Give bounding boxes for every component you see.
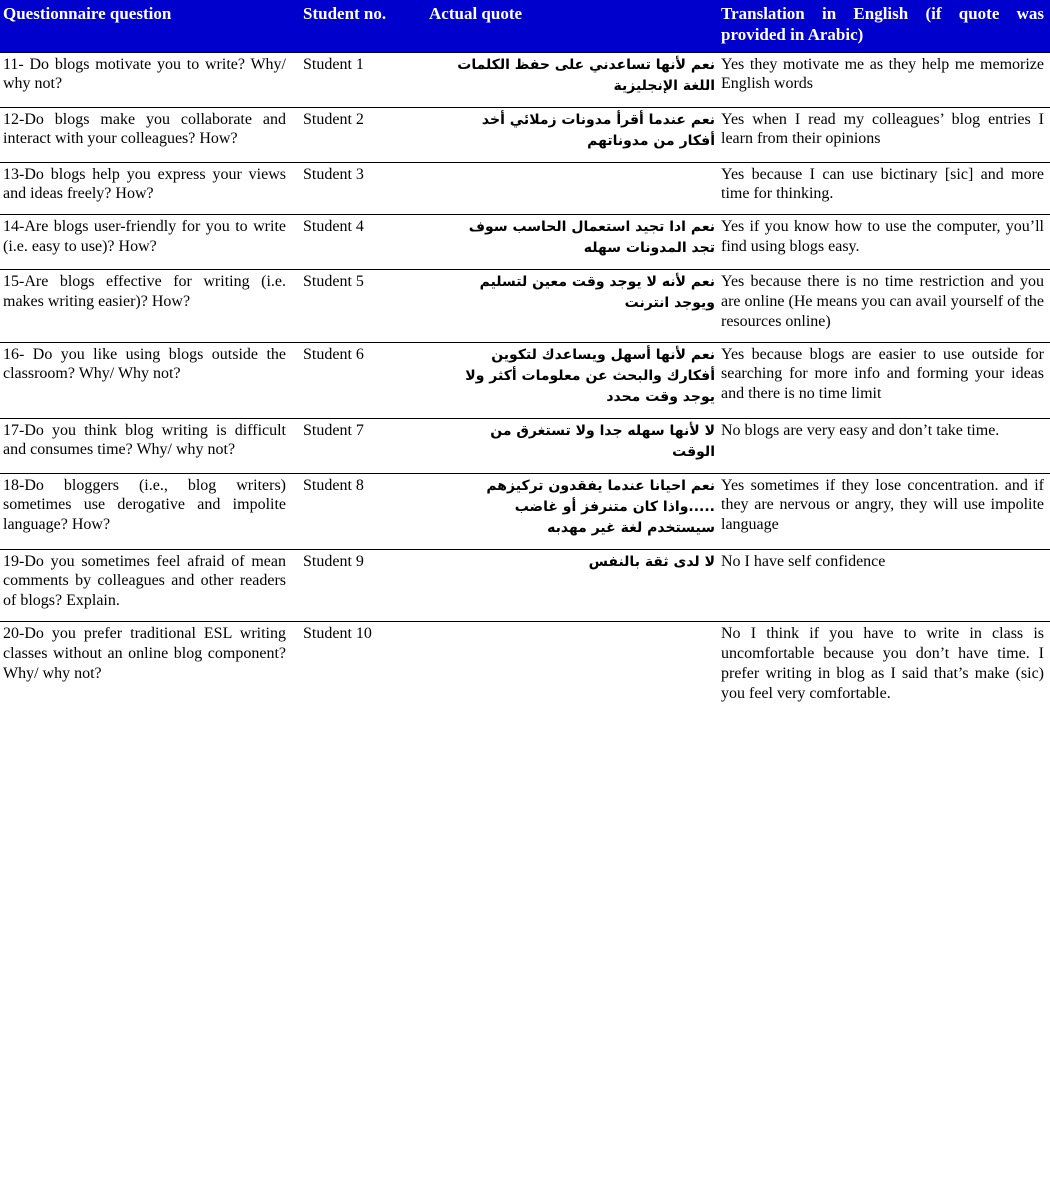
table-row bbox=[0, 107, 1050, 162]
header-translation: Translation in English (if quote was provided in Arabic) bbox=[718, 0, 1050, 52]
question-cell: 13-Do blogs help you express your views and ideas freely? How? bbox=[3, 165, 286, 203]
table-row bbox=[0, 473, 1050, 549]
student-cell: Student 5 bbox=[303, 273, 364, 291]
question-cell: 14-Are blogs user-friendly for you to write (i.e. easy to use)? How? bbox=[3, 218, 286, 255]
question-cell: 17-Do you think blog writing is difficult and consumes time? Why/ why not? bbox=[3, 421, 286, 459]
table-body bbox=[0, 52, 1050, 713]
translation-cell: Yes they motivate me as they help me memorize English words bbox=[721, 55, 1044, 93]
student-cell: Student 9 bbox=[303, 552, 364, 570]
question-cell: 16- Do you like using blogs outside the classroom? Why/ Why not? bbox=[3, 345, 286, 383]
translation-cell: Yes because I can use bictinary [sic] and more time for thinking. bbox=[721, 165, 1044, 203]
quote-cell: نعم لأنه لا يوجد وقت معين لتسليم ويوجد انترنت bbox=[479, 274, 715, 312]
question-cell: 15-Are blogs effective for writing (i.e. makes writing easier)? How? bbox=[3, 273, 286, 310]
table-header bbox=[0, 0, 1050, 52]
header-actual-quote: Actual quote bbox=[426, 0, 718, 52]
quote-cell bbox=[426, 162, 718, 215]
table-row bbox=[0, 52, 1050, 107]
question-cell: 12-Do blogs make you collaborate and interact with your colleagues? How? bbox=[3, 110, 286, 148]
header-row bbox=[0, 0, 1050, 52]
student-cell: Student 8 bbox=[303, 476, 364, 494]
student-cell: Student 6 bbox=[303, 345, 364, 363]
header-questionnaire-question: Questionnaire question bbox=[0, 0, 300, 52]
translation-cell: Yes sometimes if they lose concentration. and if they are nervous or angry, they will use impolite language bbox=[721, 476, 1044, 534]
table-row bbox=[0, 549, 1050, 621]
table-row bbox=[0, 215, 1050, 270]
question-cell: 20-Do you prefer traditional ESL writing classes without an online blog component? Why/ why not? bbox=[3, 625, 286, 682]
quote-cell bbox=[426, 622, 718, 714]
table-row bbox=[0, 622, 1050, 714]
quote-cell: نعم ادا تجيد استعمال الحاسب سوف تجد المدونات سهله bbox=[468, 219, 715, 257]
student-cell: Student 10 bbox=[303, 625, 372, 643]
question-cell: 18-Do bloggers (i.e., blog writers) sometimes use derogative and impolite language? How? bbox=[3, 476, 286, 534]
translation-cell: No blogs are very easy and don’t take time. bbox=[721, 421, 1000, 439]
question-cell: 11- Do blogs motivate you to write? Why/ why not? bbox=[3, 55, 286, 93]
table-row bbox=[0, 418, 1050, 473]
translation-cell: No I have self confidence bbox=[721, 552, 886, 570]
question-cell: 19-Do you sometimes feel afraid of mean comments by colleagues and other readers of blogs? Explain. bbox=[3, 552, 286, 610]
student-cell: Student 1 bbox=[303, 55, 364, 73]
quote-cell: لا لأنها سهله جدا ولا تستغرق من الوقت bbox=[490, 422, 715, 460]
quote-cell: نعم لأنها تساعدني على حفظ الكلمات اللغة الإنجليزية bbox=[457, 56, 715, 94]
student-cell: Student 4 bbox=[303, 218, 364, 236]
student-cell: Student 3 bbox=[303, 165, 364, 183]
header-student-no: Student no. bbox=[300, 0, 426, 52]
translation-cell: Yes if you know how to use the computer, you’ll find using blogs easy. bbox=[721, 218, 1044, 255]
translation-cell: Yes because there is no time restriction and you are online (He means you can avail yourself of the resources online) bbox=[721, 273, 1044, 330]
translation-cell: Yes when I read my colleagues’ blog entries I learn from their opinions bbox=[721, 110, 1044, 148]
quote-cell: نعم احيانا عندما يفقدون تركيزهم .....واذا كان متنرفز أو غاضب سيستخدم لغة غير مهدبه bbox=[486, 477, 715, 536]
student-cell: Student 7 bbox=[303, 421, 364, 439]
table-row bbox=[0, 162, 1050, 215]
quote-cell: نعم عندما أقرأ مدونات زملائي أخد أفكار من مدوناتهم bbox=[481, 111, 715, 149]
quote-cell: لا لدى ثقة بالنفس bbox=[588, 553, 715, 570]
translation-cell: Yes because blogs are easier to use outside for searching for more info and forming your ideas and there is no time limit bbox=[721, 345, 1044, 403]
translation-cell: No I think if you have to write in class is uncomfortable because you don’t have time. I prefer writing in blog as I said that’s make (sic) you feel very comfortable. bbox=[721, 625, 1044, 702]
table-row bbox=[0, 342, 1050, 418]
table-row bbox=[0, 270, 1050, 342]
quote-cell: نعم لأنها أسهل ويساعدك لتكوين أفكارك والبحث عن معلومات أكثر ولا يوجد وقت محدد bbox=[465, 346, 715, 405]
student-cell: Student 2 bbox=[303, 110, 364, 128]
